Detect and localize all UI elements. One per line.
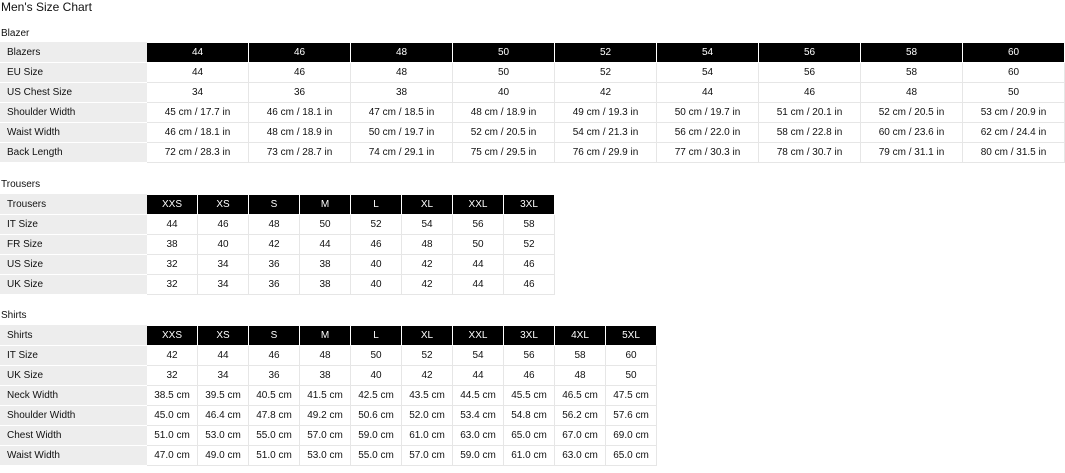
table-cell: 42 bbox=[249, 235, 300, 255]
column-header: 60 bbox=[963, 43, 1065, 63]
table-cell: 49 cm / 19.3 in bbox=[555, 103, 657, 123]
table-cell: 46.5 cm bbox=[555, 386, 606, 406]
table-cell: 56 bbox=[504, 346, 555, 366]
table-cell: 32 bbox=[147, 255, 198, 275]
row-label: Back Length bbox=[1, 143, 147, 163]
table-cell: 56.2 cm bbox=[555, 406, 606, 426]
table-cell: 74 cm / 29.1 in bbox=[351, 143, 453, 163]
table-cell: 46 cm / 18.1 in bbox=[147, 123, 249, 143]
table-cell: 72 cm / 28.3 in bbox=[147, 143, 249, 163]
table-cell: 48 cm / 18.9 in bbox=[453, 103, 555, 123]
table-cell: 57.0 cm bbox=[300, 426, 351, 446]
table-cell: 39.5 cm bbox=[198, 386, 249, 406]
table-cell: 60 bbox=[606, 346, 657, 366]
table-cell: 52 cm / 20.5 in bbox=[453, 123, 555, 143]
table-cell: 54 bbox=[657, 63, 759, 83]
table-cell: 50.6 cm bbox=[351, 406, 402, 426]
column-header: 50 bbox=[453, 43, 555, 63]
table-cell: 52 bbox=[555, 63, 657, 83]
table-row bbox=[1, 346, 657, 366]
table-cell: 46 bbox=[759, 83, 861, 103]
table-cell: 67.0 cm bbox=[555, 426, 606, 446]
table-cell: 50 bbox=[963, 83, 1065, 103]
table-cell: 55.0 cm bbox=[249, 426, 300, 446]
column-header: 58 bbox=[861, 43, 963, 63]
table-cell: 53 cm / 20.9 in bbox=[963, 103, 1065, 123]
table-cell: 44 bbox=[453, 366, 504, 386]
table-cell: 52 bbox=[504, 235, 555, 255]
table-cell: 38 bbox=[351, 83, 453, 103]
column-header: XXS bbox=[147, 195, 198, 215]
table-cell: 44 bbox=[453, 275, 504, 295]
table-cell: 42 bbox=[555, 83, 657, 103]
table-cell: 58 cm / 22.8 in bbox=[759, 123, 861, 143]
table-cell: 56 cm / 22.0 in bbox=[657, 123, 759, 143]
table-cell: 65.0 cm bbox=[606, 446, 657, 466]
table-cell: 50 bbox=[453, 63, 555, 83]
table-cell: 78 cm / 30.7 in bbox=[759, 143, 861, 163]
row-label: EU Size bbox=[1, 63, 147, 83]
table-cell: 53.4 cm bbox=[453, 406, 504, 426]
column-header: 56 bbox=[759, 43, 861, 63]
table-cell: 47 cm / 18.5 in bbox=[351, 103, 453, 123]
row-label: FR Size bbox=[1, 235, 147, 255]
column-header: 46 bbox=[249, 43, 351, 63]
table-row bbox=[1, 83, 1065, 103]
table-row bbox=[1, 426, 657, 446]
table-cell: 38.5 cm bbox=[147, 386, 198, 406]
table-cell: 53.0 cm bbox=[198, 426, 249, 446]
table-cell: 48 cm / 18.9 in bbox=[249, 123, 351, 143]
table-row bbox=[1, 275, 555, 295]
column-header: L bbox=[351, 326, 402, 346]
table-cell: 48 bbox=[861, 83, 963, 103]
table-cell: 54 cm / 21.3 in bbox=[555, 123, 657, 143]
column-header: XL bbox=[402, 195, 453, 215]
table-cell: 44 bbox=[147, 63, 249, 83]
table-cell: 40.5 cm bbox=[249, 386, 300, 406]
table-cell: 40 bbox=[351, 255, 402, 275]
shirts-size-table bbox=[0, 325, 657, 466]
table-cell: 46 cm / 18.1 in bbox=[249, 103, 351, 123]
column-header: S bbox=[249, 326, 300, 346]
table-cell: 42.5 cm bbox=[351, 386, 402, 406]
table-header-row bbox=[1, 195, 555, 215]
section-title-trousers: Trousers bbox=[1, 179, 41, 190]
table-cell: 38 bbox=[300, 366, 351, 386]
row-label: IT Size bbox=[1, 215, 147, 235]
column-header: XL bbox=[402, 326, 453, 346]
table-cell: 63.0 cm bbox=[555, 446, 606, 466]
column-header: XXS bbox=[147, 326, 198, 346]
blazer-size-table bbox=[0, 42, 1065, 163]
table-cell: 52 bbox=[402, 346, 453, 366]
table-row bbox=[1, 446, 657, 466]
column-header: 3XL bbox=[504, 326, 555, 346]
table-cell: 59.0 cm bbox=[351, 426, 402, 446]
column-header: XS bbox=[198, 195, 249, 215]
table-cell: 63.0 cm bbox=[453, 426, 504, 446]
column-header: 48 bbox=[351, 43, 453, 63]
table-cell: 61.0 cm bbox=[504, 446, 555, 466]
table-cell: 46 bbox=[504, 366, 555, 386]
table-cell: 79 cm / 31.1 in bbox=[861, 143, 963, 163]
table-cell: 32 bbox=[147, 275, 198, 295]
row-label: Neck Width bbox=[1, 386, 147, 406]
table-cell: 58 bbox=[861, 63, 963, 83]
table-cell: 34 bbox=[198, 366, 249, 386]
row-label: UK Size bbox=[1, 275, 147, 295]
table-cell: 49.0 cm bbox=[198, 446, 249, 466]
row-label: Waist Width bbox=[1, 446, 147, 466]
table-cell: 50 bbox=[606, 366, 657, 386]
table-cell: 50 cm / 19.7 in bbox=[351, 123, 453, 143]
table-cell: 44 bbox=[198, 346, 249, 366]
table-row bbox=[1, 63, 1065, 83]
table-header-row bbox=[1, 326, 657, 346]
table-cell: 48 bbox=[402, 235, 453, 255]
table-row bbox=[1, 123, 1065, 143]
table-cell: 42 bbox=[402, 275, 453, 295]
table-cell: 45 cm / 17.7 in bbox=[147, 103, 249, 123]
table-cell: 45.0 cm bbox=[147, 406, 198, 426]
table-cell: 42 bbox=[402, 366, 453, 386]
section-title-blazer: Blazer bbox=[1, 28, 30, 39]
row-label: US Chest Size bbox=[1, 83, 147, 103]
row-label: Shirts bbox=[1, 326, 147, 346]
table-row bbox=[1, 386, 657, 406]
table-cell: 58 bbox=[555, 346, 606, 366]
column-header: 54 bbox=[657, 43, 759, 63]
column-header: L bbox=[351, 195, 402, 215]
table-cell: 69.0 cm bbox=[606, 426, 657, 446]
table-cell: 55.0 cm bbox=[351, 446, 402, 466]
table-cell: 40 bbox=[351, 275, 402, 295]
table-cell: 47.0 cm bbox=[147, 446, 198, 466]
table-cell: 36 bbox=[249, 255, 300, 275]
table-row bbox=[1, 215, 555, 235]
column-header: XXL bbox=[453, 195, 504, 215]
column-header: M bbox=[300, 195, 351, 215]
column-header: 4XL bbox=[555, 326, 606, 346]
table-cell: 56 bbox=[759, 63, 861, 83]
table-cell: 47.8 cm bbox=[249, 406, 300, 426]
table-cell: 44.5 cm bbox=[453, 386, 504, 406]
table-cell: 40 bbox=[198, 235, 249, 255]
table-cell: 54.8 cm bbox=[504, 406, 555, 426]
row-label: Trousers bbox=[1, 195, 147, 215]
table-cell: 36 bbox=[249, 83, 351, 103]
table-cell: 50 bbox=[300, 215, 351, 235]
table-cell: 51.0 cm bbox=[147, 426, 198, 446]
table-cell: 34 bbox=[147, 83, 249, 103]
column-header: 52 bbox=[555, 43, 657, 63]
row-label: Shoulder Width bbox=[1, 406, 147, 426]
table-cell: 51.0 cm bbox=[249, 446, 300, 466]
table-row bbox=[1, 255, 555, 275]
table-cell: 46 bbox=[504, 255, 555, 275]
table-cell: 44 bbox=[657, 83, 759, 103]
table-cell: 50 bbox=[453, 235, 504, 255]
table-cell: 45.5 cm bbox=[504, 386, 555, 406]
table-cell: 57.6 cm bbox=[606, 406, 657, 426]
table-cell: 58 bbox=[504, 215, 555, 235]
table-cell: 80 cm / 31.5 in bbox=[963, 143, 1065, 163]
table-cell: 60 bbox=[963, 63, 1065, 83]
row-label: Shoulder Width bbox=[1, 103, 147, 123]
table-cell: 61.0 cm bbox=[402, 426, 453, 446]
table-cell: 65.0 cm bbox=[504, 426, 555, 446]
table-cell: 47.5 cm bbox=[606, 386, 657, 406]
table-cell: 46.4 cm bbox=[198, 406, 249, 426]
table-cell: 44 bbox=[147, 215, 198, 235]
table-cell: 56 bbox=[453, 215, 504, 235]
table-cell: 77 cm / 30.3 in bbox=[657, 143, 759, 163]
table-cell: 75 cm / 29.5 in bbox=[453, 143, 555, 163]
table-cell: 50 bbox=[351, 346, 402, 366]
row-label: Chest Width bbox=[1, 426, 147, 446]
table-cell: 54 bbox=[402, 215, 453, 235]
table-cell: 46 bbox=[504, 275, 555, 295]
table-row bbox=[1, 103, 1065, 123]
table-cell: 62 cm / 24.4 in bbox=[963, 123, 1065, 143]
section-title-shirts: Shirts bbox=[1, 310, 27, 321]
table-cell: 48 bbox=[555, 366, 606, 386]
table-cell: 51 cm / 20.1 in bbox=[759, 103, 861, 123]
table-cell: 32 bbox=[147, 366, 198, 386]
table-row bbox=[1, 143, 1065, 163]
table-cell: 38 bbox=[147, 235, 198, 255]
table-cell: 44 bbox=[453, 255, 504, 275]
table-cell: 54 bbox=[453, 346, 504, 366]
table-cell: 73 cm / 28.7 in bbox=[249, 143, 351, 163]
table-cell: 36 bbox=[249, 366, 300, 386]
column-header: XS bbox=[198, 326, 249, 346]
table-cell: 42 bbox=[402, 255, 453, 275]
row-label: UK Size bbox=[1, 366, 147, 386]
column-header: XXL bbox=[453, 326, 504, 346]
table-row bbox=[1, 406, 657, 426]
table-cell: 36 bbox=[249, 275, 300, 295]
column-header: 44 bbox=[147, 43, 249, 63]
table-cell: 59.0 cm bbox=[453, 446, 504, 466]
table-cell: 48 bbox=[300, 346, 351, 366]
table-cell: 60 cm / 23.6 in bbox=[861, 123, 963, 143]
table-cell: 48 bbox=[249, 215, 300, 235]
column-header: M bbox=[300, 326, 351, 346]
table-cell: 43.5 cm bbox=[402, 386, 453, 406]
table-cell: 41.5 cm bbox=[300, 386, 351, 406]
table-row bbox=[1, 366, 657, 386]
row-label: Blazers bbox=[1, 43, 147, 63]
row-label: IT Size bbox=[1, 346, 147, 366]
table-cell: 34 bbox=[198, 275, 249, 295]
table-row bbox=[1, 235, 555, 255]
table-cell: 40 bbox=[351, 366, 402, 386]
table-cell: 46 bbox=[198, 215, 249, 235]
table-cell: 52.0 cm bbox=[402, 406, 453, 426]
table-cell: 52 bbox=[351, 215, 402, 235]
table-cell: 50 cm / 19.7 in bbox=[657, 103, 759, 123]
table-cell: 57.0 cm bbox=[402, 446, 453, 466]
trousers-size-table bbox=[0, 194, 555, 295]
table-cell: 46 bbox=[351, 235, 402, 255]
table-cell: 53.0 cm bbox=[300, 446, 351, 466]
column-header: S bbox=[249, 195, 300, 215]
row-label: US Size bbox=[1, 255, 147, 275]
table-cell: 46 bbox=[249, 63, 351, 83]
table-cell: 52 cm / 20.5 in bbox=[861, 103, 963, 123]
table-cell: 34 bbox=[198, 255, 249, 275]
table-cell: 42 bbox=[147, 346, 198, 366]
table-cell: 46 bbox=[249, 346, 300, 366]
table-cell: 38 bbox=[300, 255, 351, 275]
table-cell: 38 bbox=[300, 275, 351, 295]
column-header: 3XL bbox=[504, 195, 555, 215]
column-header: 5XL bbox=[606, 326, 657, 346]
row-label: Waist Width bbox=[1, 123, 147, 143]
table-cell: 49.2 cm bbox=[300, 406, 351, 426]
page-title: Men's Size Chart bbox=[1, 0, 92, 14]
table-cell: 44 bbox=[300, 235, 351, 255]
table-header-row bbox=[1, 43, 1065, 63]
table-cell: 40 bbox=[453, 83, 555, 103]
table-cell: 48 bbox=[351, 63, 453, 83]
table-cell: 76 cm / 29.9 in bbox=[555, 143, 657, 163]
